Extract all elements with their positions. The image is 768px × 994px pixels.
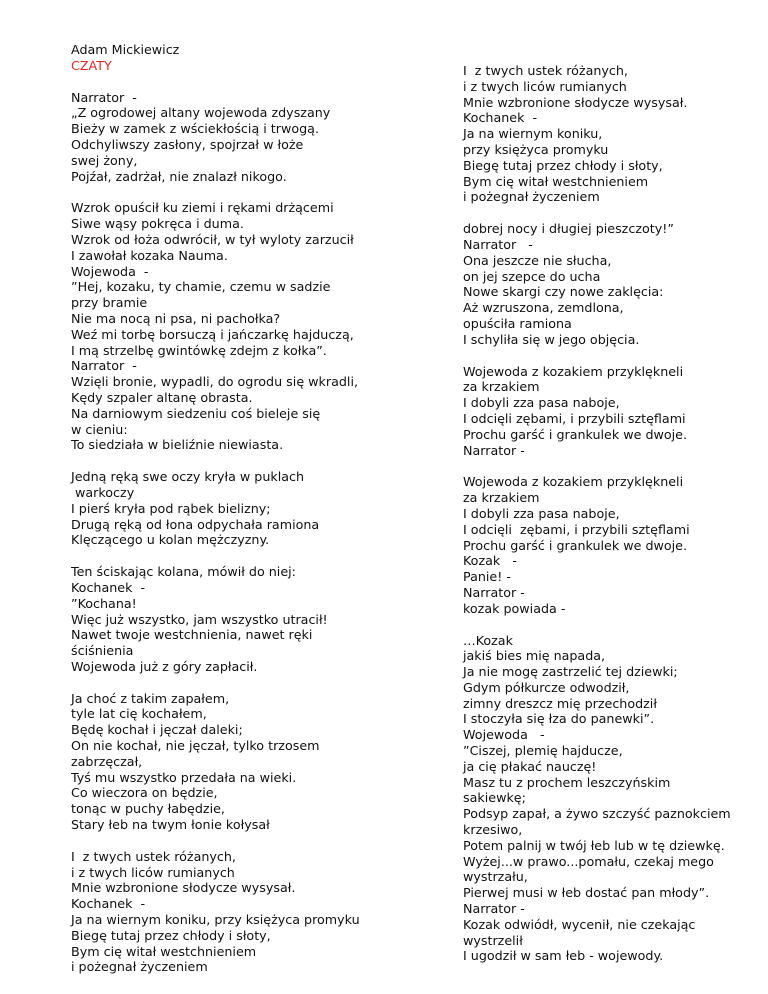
stanza-gap [71, 833, 371, 849]
verse-line: Biegę tutaj przez chłody i słoty, [71, 927, 271, 943]
verse-line: Potem palnij w twój łeb lub w tę dziewkę. [463, 837, 725, 853]
stanza [463, 221, 763, 347]
stanza [71, 849, 371, 975]
verse-line: Jedną ręką swe oczy kryła w puklach [71, 469, 305, 485]
verse-line: I dobyli zza pasa naboje, [463, 505, 620, 521]
verse-line: Wojewoda z kozakiem przyklękneli [463, 474, 684, 490]
verse-line: I ugodził w sam łeb - wojewody. [463, 948, 664, 964]
verse-line: I mą strzelbę gwintówkę zdejm z kołka”. [71, 342, 327, 358]
verse-line: i z twych liców rumianych [71, 864, 235, 880]
verse-line: jakiś bies mię napada, [463, 648, 606, 664]
verse-line: za krzakiem [463, 379, 540, 395]
stanza-gap [71, 548, 371, 564]
verse-line: I odcięli zębami, i przybili sztęflami [463, 521, 690, 537]
verse-line: Bym cię witał westchnieniem [463, 173, 649, 189]
verse-line: sakiewkę; [463, 790, 526, 806]
verse-line: I stoczyła się łza do panewki”. [463, 711, 655, 727]
verse-line: I odcięli zębami, i przybili sztęflami [463, 410, 686, 426]
verse-line: swej żony, [71, 152, 138, 168]
verse-line: Nowe skargi czy nowe zaklęcia: [463, 284, 664, 300]
verse-line: Gdym półkurcze odwodził, [463, 679, 630, 695]
verse-line: Wojewoda już z góry zapłacił. [71, 658, 258, 674]
verse-line: Prochu garść i grankulek we dwoje. [463, 426, 688, 442]
verse-line: wystrzelił [463, 932, 523, 948]
verse-line: Aż wzruszona, zemdlona, [463, 300, 624, 316]
verse-line: I schyliła się w jego objęcia. [463, 331, 640, 347]
verse-line: I z twych ustek różanych, [71, 848, 236, 864]
verse-line: Masz tu z prochem leszczyńskim [463, 774, 671, 790]
verse-line: Ja na wiernym koniku, przy księżyca promyku [71, 912, 360, 928]
verse-line: ściśnienia [71, 643, 134, 659]
verse-line: Wojewoda - [463, 727, 545, 743]
stanza-gap [463, 205, 763, 221]
verse-line: Nie ma nocą ni psa, ni pachołka? [71, 310, 281, 326]
verse-line: On nie kochał, nie jęczał, tylko trzosem [71, 738, 320, 754]
verse-line: ”Ciszej, plemię hajducze, [463, 743, 623, 759]
verse-line: Narrator - [71, 89, 137, 105]
stanza-gap [463, 458, 763, 474]
verse-line: Drugą ręką od łona odpychała ramiona [71, 516, 320, 532]
left-stanzas [71, 90, 371, 976]
verse-line: Wojewoda - [71, 263, 149, 279]
verse-line: Podsyp zapał, a żywo szczyść paznokciem [463, 806, 731, 822]
stanza [463, 474, 763, 616]
verse-line: Kędy szpaler altanę obrasta. [71, 389, 253, 405]
verse-line: Narrator - [463, 584, 525, 600]
verse-line: Tyś mu wszystko przedała na wieki. [71, 769, 297, 785]
stanza [463, 633, 763, 965]
verse-line: warkoczy [71, 484, 135, 500]
verse-line: on jej szepce do ucha [463, 268, 601, 284]
verse-line: Mnie wzbronione słodycze wysysał. [463, 94, 688, 110]
verse-line: Ja choć z takim zapałem, [71, 690, 230, 706]
verse-line: ”Kochana! [71, 595, 137, 611]
verse-line: Narrator - [71, 358, 137, 374]
verse-line: Kozak odwiódł, wycenił, nie czekając [463, 916, 696, 932]
verse-line: Ona jeszcze nie słucha, [463, 252, 612, 268]
verse-line: za krzakiem [463, 490, 540, 506]
verse-line: Ja nie mogę zastrzelić tej dziewki; [463, 664, 678, 680]
verse-line: Nawet twoje westchnienia, nawet ręki [71, 627, 313, 643]
right-column [463, 63, 763, 964]
verse-line: I pierś kryła pod rąbek bielizny; [71, 500, 271, 516]
verse-line: Wojewoda z kozakiem przyklękneli [463, 363, 684, 379]
verse-line: Narrator - [463, 236, 533, 252]
verse-line: Bieży w zamek z wściekłością i trwogą. [71, 121, 319, 137]
poem-title: CZATY [71, 57, 112, 73]
verse-line: Panie! - [463, 569, 511, 585]
verse-line: wystrzału, [463, 869, 528, 885]
verse-line: w cieniu: [71, 421, 128, 437]
verse-line: Co wieczora on będzie, [71, 785, 218, 801]
verse-line: tyle lat cię kochałem, [71, 706, 207, 722]
verse-line: przy bramie [71, 295, 148, 311]
verse-line: Odchyliwszy zasłony, spojrzał w łoże [71, 136, 304, 152]
stanza [71, 90, 371, 185]
verse-line: tonąc w puchy łabędzie, [71, 801, 225, 817]
verse-line: i z twych liców rumianych [463, 78, 627, 94]
stanza [71, 691, 371, 833]
verse-line: I dobyli zza pasa naboje, [463, 395, 620, 411]
verse-line: i pożegnał życzeniem [463, 189, 600, 205]
left-column [71, 42, 371, 975]
verse-line: …Kozak [463, 632, 513, 648]
stanza-gap [71, 184, 371, 200]
verse-line: Narrator - [463, 442, 525, 458]
stanza [71, 200, 371, 453]
verse-line: dobrej nocy i długiej pieszczoty!” [463, 221, 674, 237]
stanza-gap [463, 617, 763, 633]
verse-line: Mnie wzbronione słodycze wysysał. [71, 880, 296, 896]
verse-line: Bym cię witał westchnieniem [71, 943, 257, 959]
verse-line: Stary łeb na twym łonie kołysał [71, 817, 270, 833]
verse-line: Biegę tutaj przez chłody i słoty, [463, 157, 663, 173]
verse-line: Wzrok opuścił ku ziemi i rękami drżącemi [71, 200, 334, 216]
verse-line: Będę kochał i jęczał daleki; [71, 722, 243, 738]
stanza-gap [463, 348, 763, 364]
verse-line: Wzięli bronie, wypadli, do ogrodu się wkradli, [71, 374, 359, 390]
verse-line: Kochanek - [71, 579, 146, 595]
verse-line: Prochu garść i grankulek we dwoje. [463, 537, 688, 553]
verse-line: Ten ściskając kolana, mówił do niej: [71, 564, 296, 580]
author-name: Adam Mickiewicz [71, 42, 180, 57]
verse-line: Klęczącego u kolan mężczyzny. [71, 532, 270, 548]
stanza [463, 364, 763, 459]
verse-line: przy księżyca promyku [463, 141, 609, 157]
spacer [71, 74, 371, 90]
verse-line: Na darniowym siedzeniu coś bieleje się [71, 405, 321, 421]
verse-line: Weź mi torbę borsuczą i jańczarkę hajduczą, [71, 326, 354, 342]
right-stanzas [463, 63, 763, 964]
verse-line: zabrzęczał, [71, 753, 143, 769]
verse-line: Pojźał, zadrżał, nie znalazł nikogo. [71, 168, 287, 184]
stanza [71, 469, 371, 548]
verse-line: Ja na wiernym koniku, [463, 126, 603, 142]
verse-line: kozak powiada - [463, 600, 566, 616]
stanza [71, 564, 371, 675]
verse-line: zimny dreszcz mię przechodził [463, 695, 657, 711]
verse-line: Kochanek - [463, 110, 538, 126]
verse-line: Kochanek - [71, 896, 146, 912]
verse-line: ”Hej, kozaku, ty chamie, czemu w sadzie [71, 279, 331, 295]
verse-line: Więc już wszystko, jam wszystko utracił! [71, 611, 328, 627]
verse-line: opuściła ramiona [463, 315, 572, 331]
verse-line: „Z ogrodowej altany wojewoda zdyszany [71, 105, 331, 121]
verse-line: I zawołał kozaka Nauma. [71, 247, 228, 263]
stanza-gap [71, 675, 371, 691]
verse-line: Wyżej...w prawo...pomału, czekaj mego [463, 853, 714, 869]
verse-line: Wzrok od łoża odwrócił, w tył wyloty zarzucił [71, 231, 354, 247]
verse-line: ja cię płakać nauczę! [463, 758, 597, 774]
verse-line: I z twych ustek różanych, [463, 63, 628, 78]
verse-line: Pierwej musi w łeb dostać pan młody”. [463, 885, 710, 901]
verse-line: Siwe wąsy pokręca i duma. [71, 216, 244, 232]
verse-line: To siedziała w bieliźnie niewiasta. [71, 437, 284, 453]
stanza-gap [71, 453, 371, 469]
verse-line: i pożegnał życzeniem [71, 959, 208, 975]
verse-line: krzesiwo, [463, 822, 523, 838]
verse-line: Narrator - [463, 901, 525, 917]
stanza [463, 63, 763, 205]
verse-line: Kozak - [463, 553, 517, 569]
